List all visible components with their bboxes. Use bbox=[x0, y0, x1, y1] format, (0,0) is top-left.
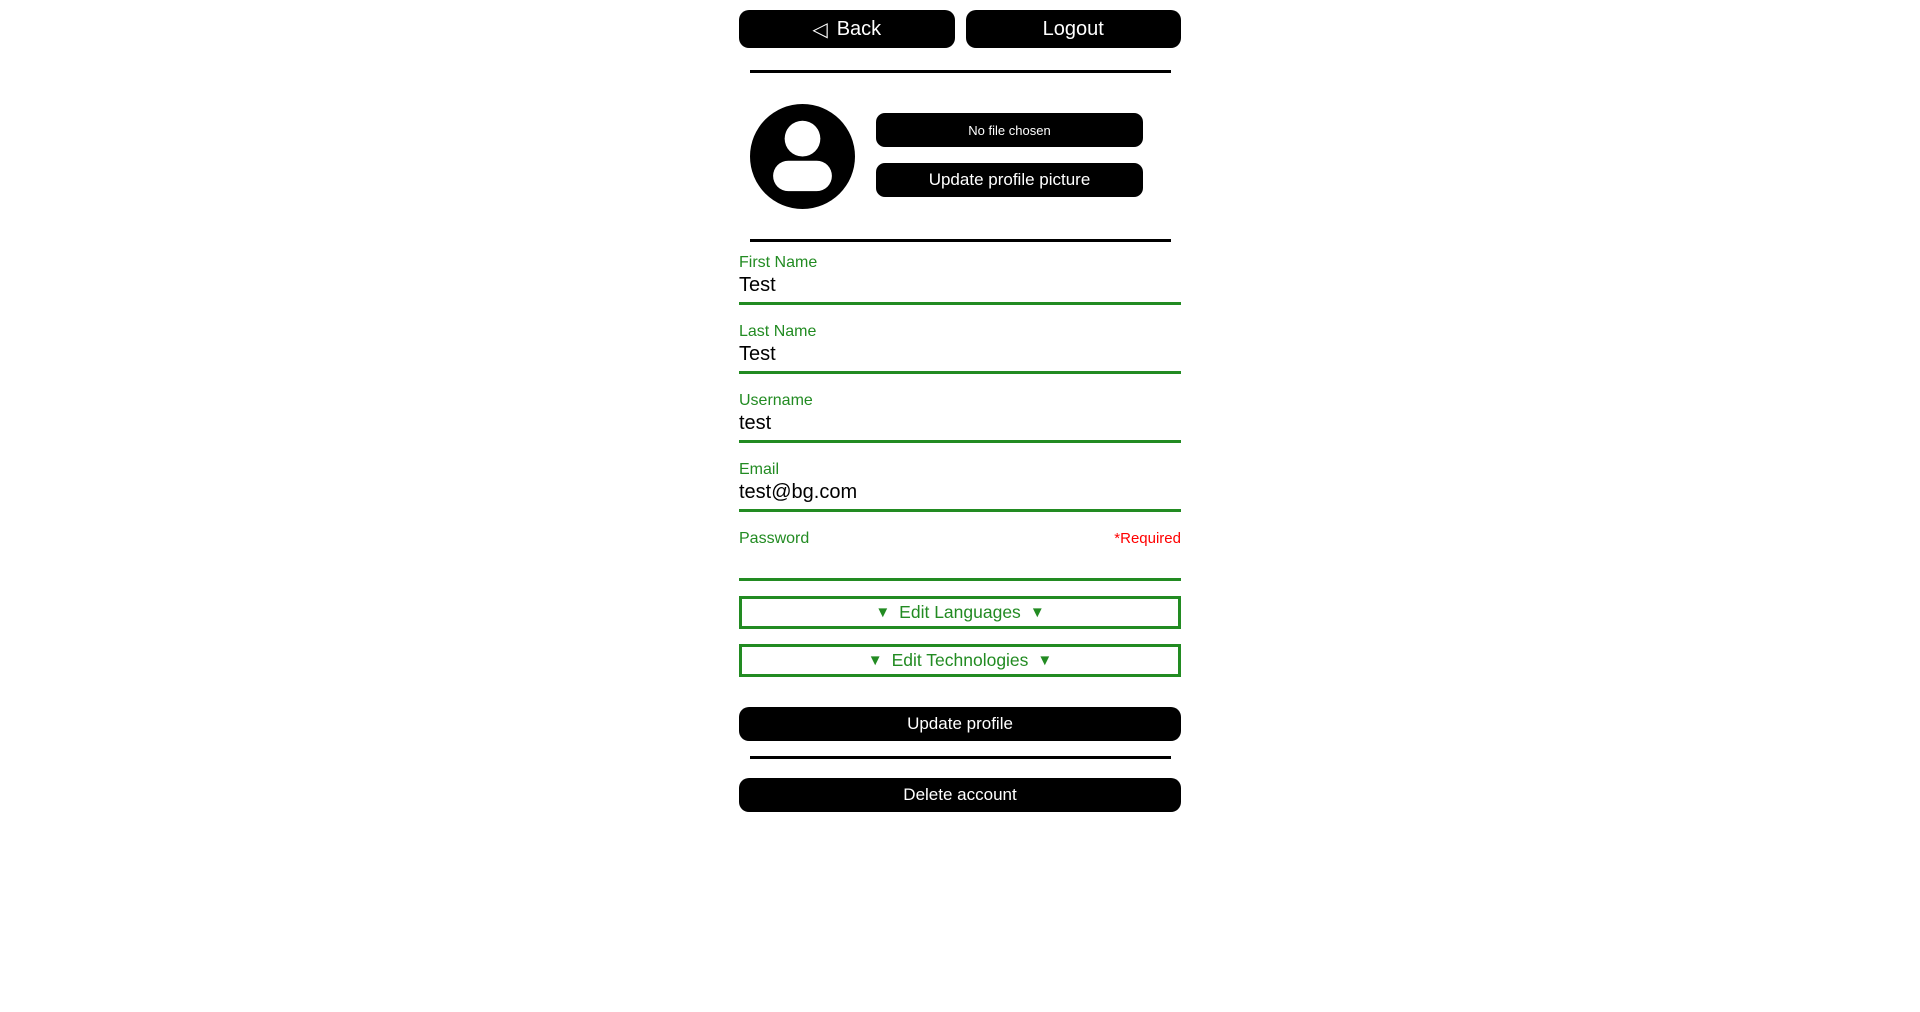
chevron-down-icon: ▼ bbox=[875, 604, 891, 621]
logout-button-label: Logout bbox=[1042, 17, 1104, 40]
file-input-button[interactable]: No file chosen bbox=[876, 113, 1143, 147]
avatar-person-icon bbox=[750, 104, 855, 209]
back-arrow-icon: ◁ bbox=[812, 18, 828, 41]
chevron-down-icon: ▼ bbox=[1029, 604, 1045, 621]
field-username bbox=[739, 392, 1181, 443]
edit-languages-toggle[interactable] bbox=[739, 596, 1181, 629]
field-first-name bbox=[739, 254, 1181, 305]
profile-picture-section bbox=[739, 104, 1181, 209]
last-name-input[interactable] bbox=[739, 341, 1181, 371]
first-name-label: First Name bbox=[739, 254, 818, 271]
first-name-input[interactable] bbox=[739, 272, 1181, 302]
profile-form bbox=[739, 254, 1181, 812]
actions-divider bbox=[750, 756, 1171, 759]
email-input[interactable] bbox=[739, 479, 1181, 509]
back-button-label: Back bbox=[836, 17, 882, 40]
picture-buttons bbox=[876, 113, 1143, 197]
back-button[interactable] bbox=[739, 10, 955, 48]
edit-languages-label: Edit Languages bbox=[899, 602, 1021, 622]
username-input[interactable] bbox=[739, 410, 1181, 440]
update-profile-button[interactable]: Update profile bbox=[739, 707, 1181, 741]
chevron-down-icon: ▼ bbox=[867, 652, 883, 669]
chevron-down-icon: ▼ bbox=[1037, 652, 1053, 669]
last-name-label: Last Name bbox=[739, 323, 817, 340]
password-input[interactable] bbox=[739, 548, 1181, 578]
edit-technologies-toggle[interactable] bbox=[739, 644, 1181, 677]
header-divider bbox=[750, 70, 1171, 73]
delete-account-button[interactable]: Delete account bbox=[739, 778, 1181, 812]
logout-button[interactable] bbox=[966, 10, 1182, 48]
required-note: *Required bbox=[1114, 530, 1181, 547]
field-last-name bbox=[739, 323, 1181, 374]
email-label: Email bbox=[739, 461, 780, 478]
header bbox=[739, 10, 1181, 48]
username-label: Username bbox=[739, 392, 813, 409]
field-email bbox=[739, 461, 1181, 512]
edit-technologies-label: Edit Technologies bbox=[891, 650, 1029, 670]
update-picture-button[interactable]: Update profile picture bbox=[876, 163, 1143, 197]
password-label: Password bbox=[739, 530, 810, 547]
profile-page bbox=[739, 0, 1181, 812]
section-divider bbox=[750, 239, 1171, 242]
field-password bbox=[739, 530, 1181, 581]
